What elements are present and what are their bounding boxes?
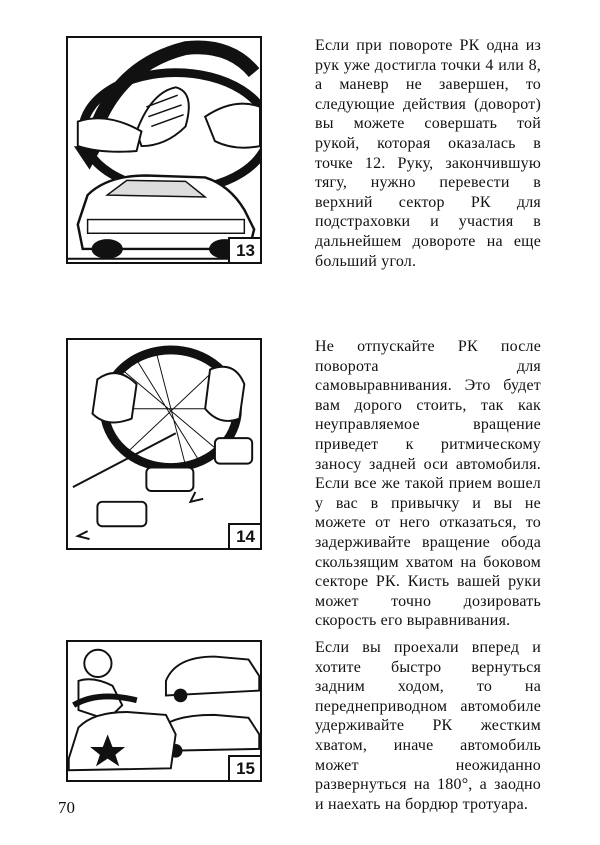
figure-13 (66, 36, 262, 264)
page-number: 70 (58, 798, 75, 817)
wheel-self-centering-skid-illustration (68, 340, 260, 548)
steering-wheel-hands-car-illustration (68, 38, 260, 262)
paragraph-1: Если при повороте РК одна из рук уже достигла точки 4 или 8, а маневр не завершен, то следующие действия (доворот) вы можете совершать той рукой, которая оказалась в точке 12. Руку, закончившую тягу, нужно перевести в верхний сектор РК для подстраховки и участия в дальнейшем довороте на еще больший угол. (315, 37, 541, 270)
paragraph-2: Не отпускайте РК после поворота для самовыравнивания. Это будет вам дорого стоить, так как неуправляемое вращение приведет к ритмическому заносу задней оси автомобиля. Если все же такой прием вошел у вас в привычку и вы не можете от него отказаться, то задерживайте вращение обода скользящим хватом на боковом секторе РК. Кисть вашей руки может точно дозировать скорость его выравнивания. (315, 338, 541, 630)
paragraph-3: Если вы проехали вперед и хотите быстро вернуться задним ходом, то на переднеприводном автомобиле удерживайте РК жестким хватом, иначе автомобиль может неожиданно развернуться на 180°, а заодно и наехать на бордюр тротуара. (315, 639, 541, 813)
figure-number: 15 (228, 755, 262, 782)
figure-14 (66, 338, 262, 550)
figure-number: 14 (228, 523, 262, 550)
figure-number: 13 (228, 237, 262, 264)
figure-15 (66, 640, 262, 782)
